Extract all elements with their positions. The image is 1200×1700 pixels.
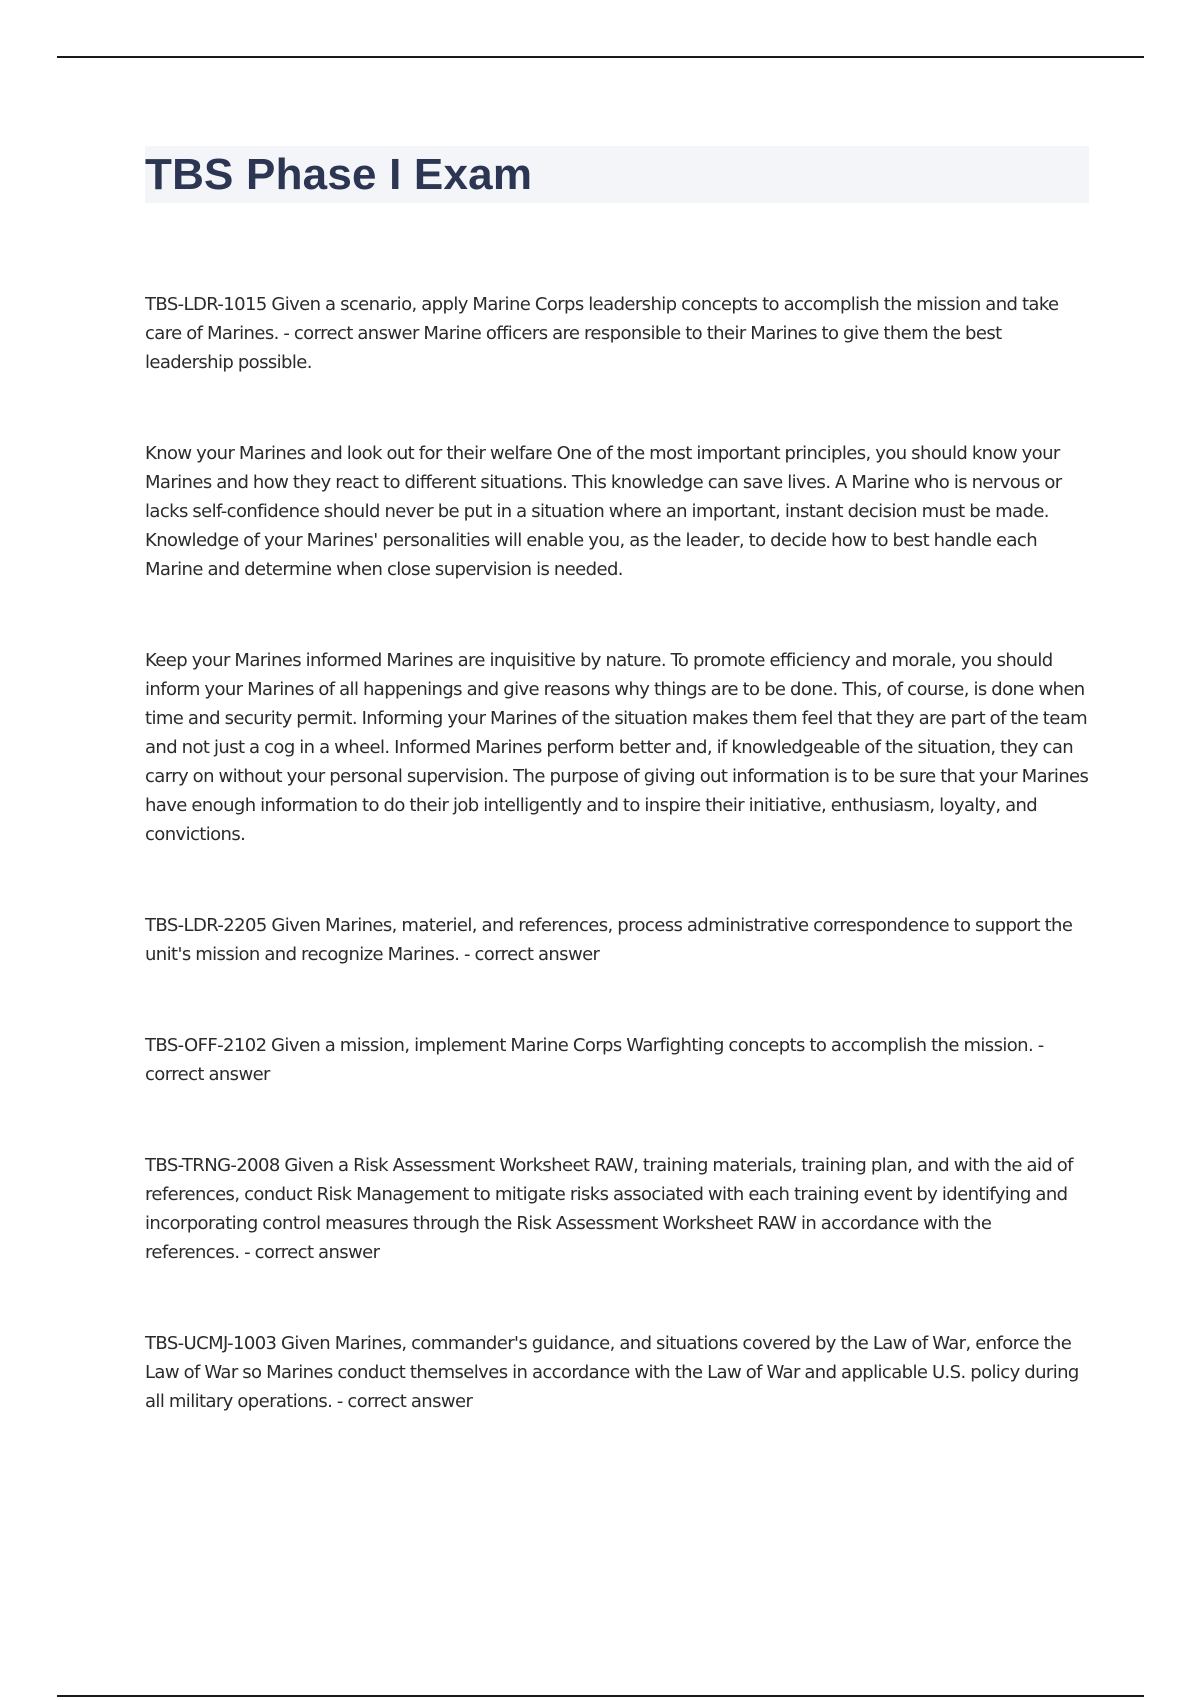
- paragraph-keep-marines-informed: Keep your Marines informed Marines are inquisitive by nature. To promote efficiency and morale, you should inform your Marines of all happenings and give reasons why things are to be done. This, of course, is done when time and security permit. Informing your Marines of the situation makes them feel that they are part of the team and not just a cog in a wheel. Informed Marines perform better and, if knowledgeable of the situation, they can carry on without your personal supervision. The purpose of giving out information is to be sure that your Marines have enough information to do their job intelligently and to inspire their initiative, enthusiasm, loyalty, and convictions.: [145, 650, 1089, 845]
- paragraph-ucmj-1003: TBS-UCMJ-1003 Given Marines, commander's guidance, and situations covered by the Law of War, enforce the Law of War so Marines conduct themselves in accordance with the Law of War and applicable U.S. policy during all military operations. - correct answer: [145, 1333, 1079, 1412]
- paragraph-ldr-1015: TBS-LDR-1015 Given a scenario, apply Marine Corps leadership concepts to accomplish the mission and take care of Marines. - correct answer Marine officers are responsible to their Marines to give them the best leadership possible.: [145, 294, 1059, 373]
- paragraph-trng-2008: TBS-TRNG-2008 Given a Risk Assessment Worksheet RAW, training materials, training plan, and with the aid of references, conduct Risk Management to mitigate risks associated with each training event by identifying and incorporating control measures through the Risk Assessment Worksheet RAW in accordance with the references. - correct answer: [145, 1155, 1073, 1263]
- paragraph-ldr-2205: TBS-LDR-2205 Given Marines, materiel, and references, process administrative correspondence to support the unit's mission and recognize Marines. - correct answer: [145, 915, 1073, 965]
- title-bar: [145, 146, 1089, 203]
- document-body: [145, 290, 1090, 1416]
- paragraph-know-your-marines: Know your Marines and look out for their welfare One of the most important principles, you should know your Marines and how they react to different situations. This knowledge can save lives. A Marine who is nervous or lacks self-confidence should never be put in a situation where an important, instant decision must be made. Knowledge of your Marines' personalities will enable you, as the leader, to decide how to best handle each Marine and determine when close supervision is needed.: [145, 443, 1062, 580]
- page-title: TBS Phase I Exam: [145, 150, 533, 199]
- top-rule: [57, 56, 1144, 58]
- bottom-rule: [57, 1695, 1144, 1697]
- paragraph-off-2102: TBS-OFF-2102 Given a mission, implement Marine Corps Warfighting concepts to accomplish the mission. - correct answer: [145, 1035, 1044, 1085]
